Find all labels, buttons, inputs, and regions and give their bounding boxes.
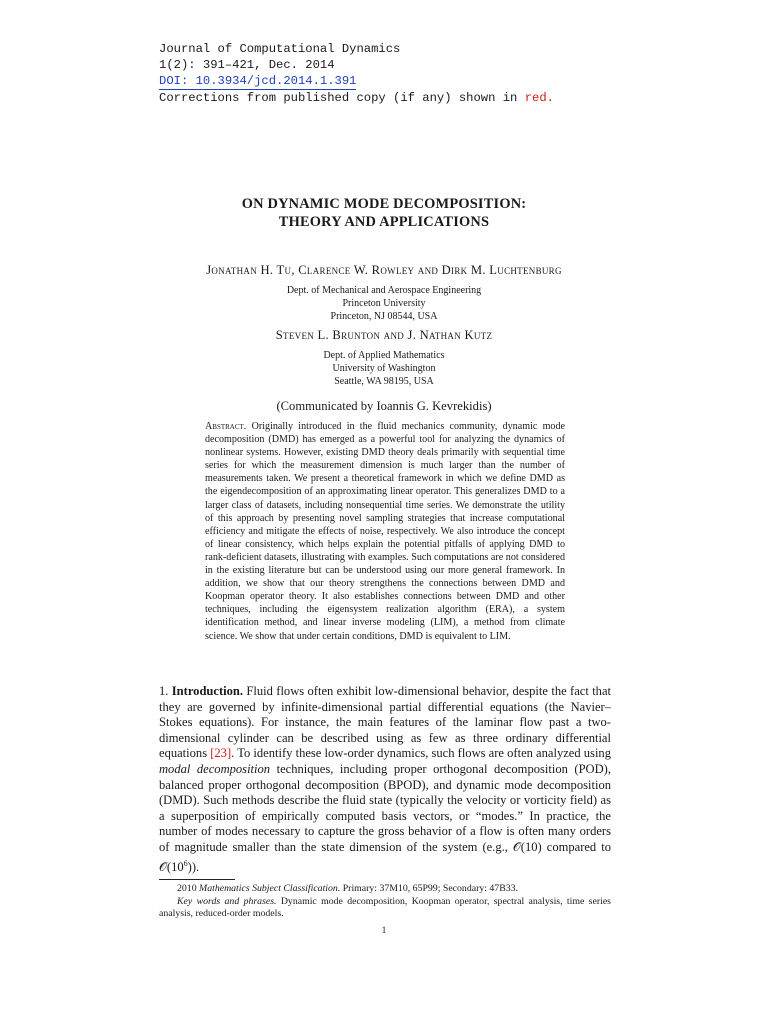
section-title: Introduction.	[171, 684, 244, 698]
affiliation-2-addr: Seattle, WA 98195, USA	[334, 376, 434, 387]
corrections-note	[159, 90, 619, 106]
msc-footnote	[159, 883, 611, 896]
intro-text-3: techniques, including proper orthogonal decomposition (POD), balanced proper orthogonal decomposition (BPOD), and dynamic mode decomposition (DMD). Such methods describe the fluid state (typically the velocity or vorticity field) as a superposition of empirically computed basis vectors, or “modes.” In practice, the number of modes necessary to capture the gross behavior of a flow is often many orders of magnitude smaller than the state dimension of the system (e.g.,	[159, 761, 611, 854]
affiliation-2-univ: University of Washington	[332, 363, 436, 374]
volume-line: 1(2): 391–421, Dec. 2014	[159, 58, 335, 72]
corrections-period: .	[546, 91, 554, 105]
msc-text: Primary: 37M10, 65P99; Secondary: 47B33.	[340, 883, 518, 894]
big-o-small: 𝒪(10)	[512, 839, 542, 854]
section-number: 1.	[159, 684, 169, 698]
abstract	[205, 420, 565, 643]
doi-link[interactable]: DOI: 10.3934/jcd.2014.1.391	[159, 74, 357, 88]
footnote-rule	[159, 879, 235, 880]
affiliation-1-addr: Princeton, NJ 08544, USA	[330, 311, 438, 322]
intro-text-4: compared to	[541, 839, 611, 854]
abstract-label: Abstract.	[205, 421, 247, 432]
authors-group-2: Steven L. Brunton and J. Nathan Kutz	[275, 328, 493, 342]
abstract-text: Originally introduced in the fluid mechanics community, dynamic mode decomposition (DMD) has emerged as a powerful tool for analyzing the dynamics of nonlinear systems. However, existing DMD theory deals primarily with sequential time series for which the measurement dimension is much larger than the number of measurements taken. We present a theoretical framework in which we define DMD as the eigendecomposition of an approximating linear operator. This generalizes DMD to a larger class of datasets, including nonsequential time series. We demonstrate the utility of this approach by presenting novel sampling strategies that increase computational efficiency and mitigate the effects of noise, respectively. We also introduce the concept of linear consistency, which helps explain the potential pitfalls of applying DMD to rank-deficient datasets, illustrating with examples. Such computations are not considered in the existing literature but can be understood using our more general framework. In addition, we show that our theory strengthens the connections between DMD and Koopman operator theory. It also establishes connections between DMD and other techniques, including the eigensystem realization algorithm (ERA), a system identification method, and linear inverse modeling (LIM), a method from climate science. We show that under certain conditions, DMD is equivalent to LIM.	[205, 421, 565, 642]
title-line-2: THEORY AND APPLICATIONS	[278, 214, 490, 230]
big-o-large: 𝒪(10	[159, 859, 184, 874]
affiliation-1-univ: Princeton University	[342, 298, 426, 309]
msc-year: 2010	[177, 883, 200, 894]
introduction-section	[159, 684, 611, 875]
footnotes	[159, 883, 611, 921]
corrections-text: Corrections from published copy (if any) shown in	[159, 91, 525, 105]
citation-link[interactable]: [23]	[210, 746, 232, 761]
affiliation-2-dept: Dept. of Applied Mathematics	[323, 350, 445, 361]
authors-group-1: Jonathan H. Tu, Clarence W. Rowley and Dirk M. Luchtenburg	[206, 263, 562, 277]
intro-emphasis: modal decomposition	[159, 761, 271, 776]
keywords-footnote	[159, 896, 611, 921]
msc-label: Mathematics Subject Classification.	[199, 883, 341, 894]
journal-name: Journal of Computational Dynamics	[159, 42, 401, 56]
communicated-by: (Communicated by Ioannis G. Kevrekidis)	[276, 399, 492, 413]
intro-text-2: . To identify these low-order dynamics, such flows are often analyzed using	[231, 746, 611, 761]
affiliation-2	[0, 349, 768, 388]
corrections-red-word: red	[524, 91, 547, 105]
exponent: 6	[183, 858, 188, 868]
intro-text-1: Fluid flows often exhibit low-dimensional behavior, despite the fact that they are governed by infinite-dimensional partial differential equations (the Navier–Stokes equations). For instance, the main features of the laminar flow past a two-dimensional cylinder can be described using as few as three ordinary differential equations	[159, 684, 612, 761]
keywords-text: Dynamic mode decomposition, Koopman operator, spectral analysis, time series analysis, reduced-order models.	[159, 895, 611, 920]
affiliation-1-dept: Dept. of Mechanical and Aerospace Engineering	[286, 285, 482, 296]
intro-text-5: )).	[187, 859, 200, 874]
affiliation-1	[0, 284, 768, 323]
journal-header	[159, 41, 619, 106]
keywords-label: Key words and phrases.	[177, 895, 277, 907]
paper-title	[0, 195, 768, 231]
title-line-1: ON DYNAMIC MODE DECOMPOSITION:	[241, 196, 527, 212]
page-number: 1	[381, 926, 387, 936]
